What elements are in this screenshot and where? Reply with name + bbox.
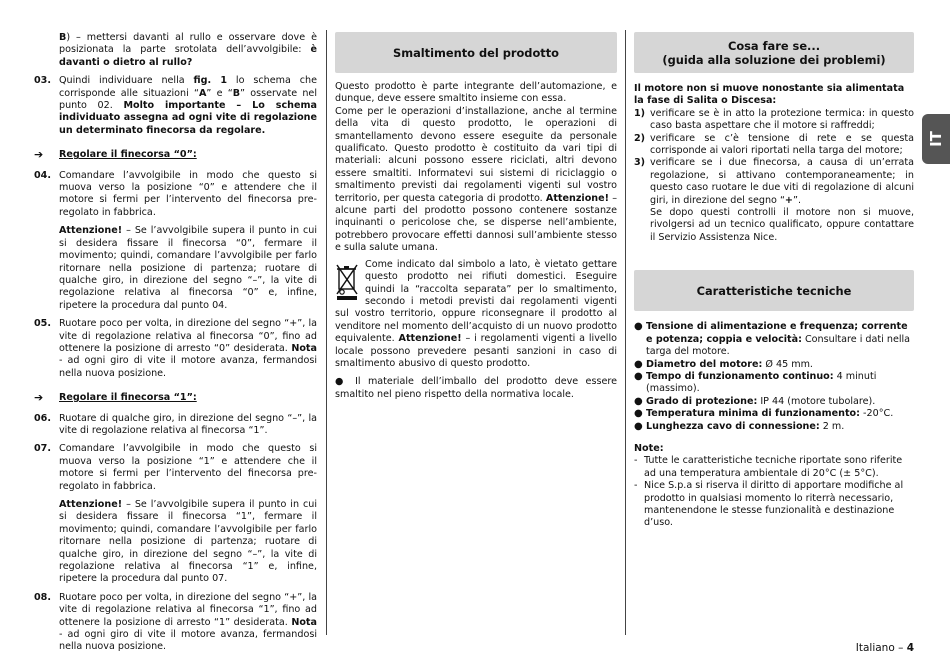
notes-title: Note: [634,442,664,454]
page-number: 4 [906,642,914,654]
arrow-right-icon: ➔ [34,148,44,162]
crossed-out-wheelie-bin-icon [335,261,359,301]
step-06: 06. Ruotare di qualche giro, in direzione del segno “–”, la vite di regolazione relativa al finecorsa “1”. [34,412,317,436]
bullet-icon: ● [634,420,643,432]
column-installation-steps [34,32,317,660]
column-disposal [335,32,617,401]
note-2: - Nice S.p.a si riserva il diritto di apportare modifiche al prodotto in qualsiasi momento lo riterrà necessario, mantenendone le stesse funzionalità e destinazione d’uso. [634,480,904,529]
column-divider-right [625,30,626,635]
spec-duty-time: ● Tempo di funzionamento continuo: 4 minuti (massimo). [634,370,877,395]
step-08: 08. Ruotare poco per volta, in direzione del segno “+”, la vite di regolazione relativa al finecorsa “1”, fino ad ottenere la posizione di arresto “1” desiderata. Nota - ad ogni giro di vite il motore avanza, fermandosi nella nuova posizione. [34,591,317,653]
bullet-icon: ● [634,370,643,382]
subheading-limit-1: ➔ Regolare il finecorsa “1”: [34,391,197,405]
spec-protection: ● Grado di protezione: IP 44 (motore tubolare). [634,395,876,407]
note-1: - Tutte le caratteristiche tecniche riportate sono riferite ad una temperatura ambientale di 20°C (± 5°C). [634,455,903,479]
column-divider-left [326,30,327,635]
check-1: 1) verificare se è in atto la protezione termica: in questo caso basta aspettare che il motore si raffreddi; [634,107,914,132]
bullet-icon: ● [634,408,643,420]
disposal-para-4: ● Il materiale dell’imballo del prodotto deve essere smaltito nel pieno rispetto della normativa locale. [335,376,617,400]
spec-min-temp: ● Temperatura minima di funzionamento: -20°C. [634,408,894,420]
footer-language: Italiano – [855,642,907,654]
section-heading-specifications: Caratteristiche tecniche [634,270,914,311]
bullet-icon: ● [634,321,643,333]
step-04: 04. Comandare l’avvolgibile in modo che questo si muova verso la posizione “0” e attendere che il motore si fermi per l’intervento del finecorsa pre-regolato in fabbrica. Attenzione! – Se l’avvolgibile supera il punto in cui si desidera fissare il finecorsa “0”, fermare il movimento; quindi, comandare l’avvolgibile per farlo ritornare nella posizione di partenza; ruotare di qualche giro, in direzione del segno “–”, la vite di regolazione relativa al finecorsa “0” e, infine, ripetere la procedura dal punto 04. [34,169,317,311]
spec-power: ● Tensione di alimentazione e frequenza; corrente e potenza; coppia e velocità: Consultare i dati nella targa del motore. [634,321,911,358]
language-tab: IT [922,114,950,164]
step-02b-text: B) – mettersi davanti al rullo e osservare dove è posizionata la parte srotolata dell’avvolgibile: è davanti o dietro al rullo? [59,32,317,68]
bullet-icon: ● [634,358,643,370]
problem-statement: Il motore non si muove nonostante sia alimentata la fase di Salita o Discesa: [634,83,905,107]
bullet-icon: ● [634,395,643,407]
check-3: 3) verificare se i due finecorsa, a causa di un’errata regolazione, si attivano contemporaneamente; in questo caso ruotare le due viti di regolazione di alcuni giri, in direzione del segno “+”. Se dopo questi controlli il motore non si muove, rivolgersi ad un tecnico qualificato, oppure contattare il Servizio Assistenza Nice. [634,157,914,243]
bullet-icon: ● [335,376,348,388]
page-footer [856,642,914,654]
arrow-right-icon: ➔ [34,391,44,405]
disposal-para-1: Questo prodotto è parte integrante dell’automazione, e dunque, deve essere smaltito insieme con essa. [335,81,617,105]
spec-diameter: ● Diametro del motore: Ø 45 mm. [634,358,813,370]
column-troubleshooting-specs [634,32,914,530]
step-05: 05. Ruotare poco per volta, in direzione del segno “+”, la vite di regolazione relativa al finecorsa “0”, fino ad ottenere la posizione di arresto “0” desiderata. Nota - ad ogni giro di vite il motore avanza, fermandosi nella nuova posizione. [34,318,317,379]
step-number: 03. [34,75,51,87]
disposal-para-2: Come per le operazioni d’installazione, anche al termine della vita di questo prodotto, le operazioni di smantellamento devono essere eseguite da personale qualificato. Questo prodotto è costituito da vari tipi di materiali: alcuni possono essere riciclati, altri devono essere smaltiti. Informatevi sui sistemi di riciclaggio o smaltimento previsti dai regolamenti vigenti sul vostro territorio, per questa categoria di prodotto. Attenzione! – alcune parti del prodotto possono contenere sostanze inquinanti o pericolose che, se disperse nell’ambiente, potrebbero provocare effetti dannosi sull’ambiente stesso e sulla salute umana. [335,105,617,254]
check-2: 2) verificare se c’è tensione di rete e se questa corrisponde ai valori riportati nella targa del motore; [634,132,914,157]
section-heading-disposal: Smaltimento del prodotto [335,32,617,73]
spec-cable-length: ● Lunghezza cavo di connessione: 2 m. [634,420,845,432]
disposal-para-3: Come indicato dal simbolo a lato, è vietato gettare questo prodotto nei rifiuti domestici. Eseguire quindi la “raccolta separata” per lo smaltimento, secondo i metodi previsti dai regolamenti vigenti sul vostro territorio, oppure riconsegnare il prodotto al venditore nel momento dell’acquisto di un nuovo prodotto equivalente. Attenzione! – i regolamenti vigenti a livello locale possono prevedere pesanti sanzioni in caso di smaltimento abusivo di questo prodotto. [335,258,617,369]
section-heading-troubleshooting: Cosa fare se... (guida alla soluzione dei problemi) [634,32,914,73]
subheading-limit-0: ➔ Regolare il finecorsa “0”: [34,148,197,162]
step-07: 07. Comandare l’avvolgibile in modo che questo si muova verso la posizione “1” e attendere che il motore si fermi per l’intervento del finecorsa pre-regolato in fabbrica. Attenzione! – Se l’avvolgibile supera il punto in cui si desidera fissare il finecorsa “1”, fermare il movimento; quindi, comandare l’avvolgibile per farlo ritornare nella posizione di partenza; ruotare di qualche giro, in direzione del segno “–”, la vite di regolazione relativa al finecorsa “1” e, infine, ripetere la procedura dal punto 07. [34,443,317,585]
step-03: 03. Quindi individuare nella fig. 1 lo schema che corrisponde alle situazioni “A” e “B” osservate nel punto 02. Molto importante – Lo schema individuato assegna ad ogni vite di regolazione un determinato finecorsa da regolare. [34,75,317,136]
